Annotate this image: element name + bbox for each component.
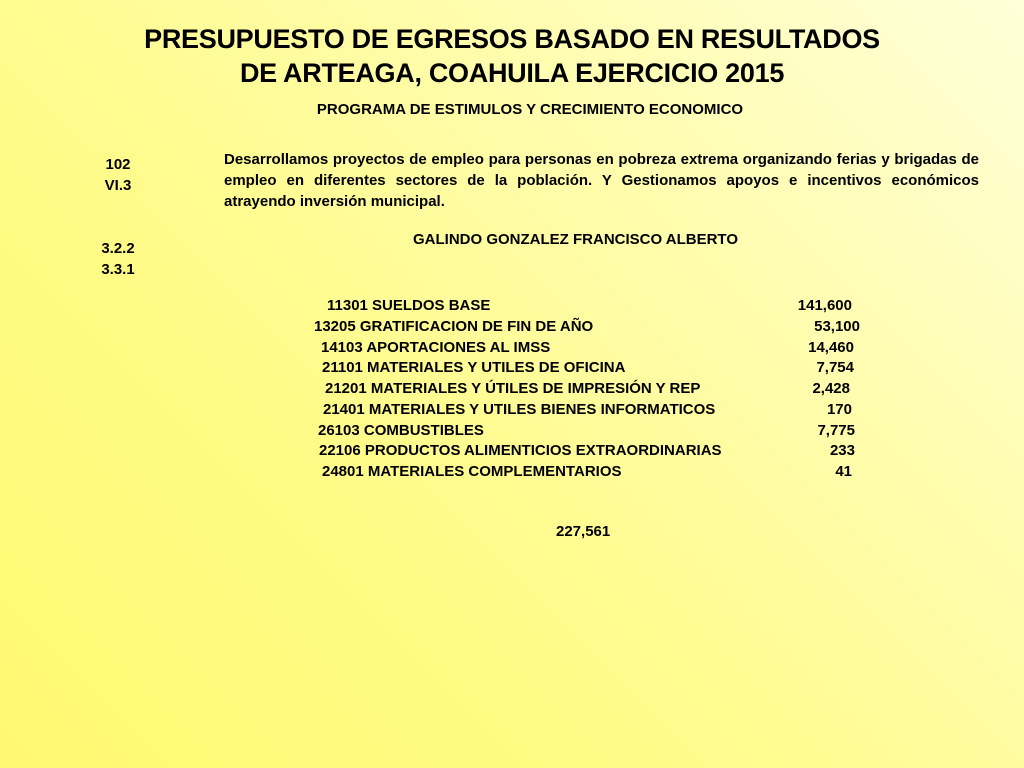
budget-item-concept: 21201 MATERIALES Y ÚTILES DE IMPRESIÓN Y REP <box>325 380 701 397</box>
budget-item-concept: 22106 PRODUCTOS ALIMENTICIOS EXTRAORDINARIAS <box>319 442 722 459</box>
budget-item-amount: 14,460 <box>808 339 854 356</box>
objective-code-1: 3.2.2 <box>101 240 135 257</box>
budget-total: 227,561 <box>556 523 611 540</box>
budget-item-concept: 11301 SUELDOS BASE <box>327 297 491 314</box>
budget-item-concept: 26103 COMBUSTIBLES <box>318 422 484 439</box>
title-line-1: PRESUPUESTO DE EGRESOS BASADO EN RESULTADOS <box>144 24 880 54</box>
budget-item-amount: 53,100 <box>814 318 860 335</box>
title-line-2: DE ARTEAGA, COAHUILA EJERCICIO 2015 <box>239 58 785 88</box>
budget-item-concept: 21401 MATERIALES Y UTILES BIENES INFORMATICOS <box>323 401 716 418</box>
program-description: Desarrollamos proyectos de empleo para personas en pobreza extrema organizando ferias y brigadas de empleo en diferentes sectores de la población. Y Gestionamos apoyos e incentivos económicos atrayendo inversión municipal. <box>224 151 979 210</box>
program-subcode: VI.3 <box>104 177 132 194</box>
budget-item-concept: 14103 APORTACIONES AL IMSS <box>321 339 551 356</box>
budget-item-amount: 2,428 <box>812 380 850 397</box>
budget-item-amount: 141,600 <box>797 297 852 314</box>
budget-item-amount: 7,775 <box>817 422 855 439</box>
program-name: PROGRAMA DE ESTIMULOS Y CRECIMIENTO ECONOMICO <box>316 101 744 118</box>
page-title <box>0 22 1024 90</box>
objective-code-2: 3.3.1 <box>101 261 135 278</box>
budget-item-concept: 13205 GRATIFICACION DE FIN DE AÑO <box>314 318 594 335</box>
budget-item-amount: 170 <box>826 401 852 418</box>
budget-item-concept: 21101 MATERIALES Y UTILES DE OFICINA <box>322 359 626 376</box>
program-code-group <box>88 154 148 196</box>
budget-item-amount: 7,754 <box>816 359 854 376</box>
objective-code-group <box>88 238 148 280</box>
budget-item-amount: 41 <box>835 463 852 480</box>
responsible-person: GALINDO GONZALEZ FRANCISCO ALBERTO <box>413 231 738 248</box>
budget-item-concept: 24801 MATERIALES COMPLEMENTARIOS <box>322 463 622 480</box>
program-code: 102 <box>105 156 131 173</box>
budget-item-amount: 233 <box>829 442 855 459</box>
